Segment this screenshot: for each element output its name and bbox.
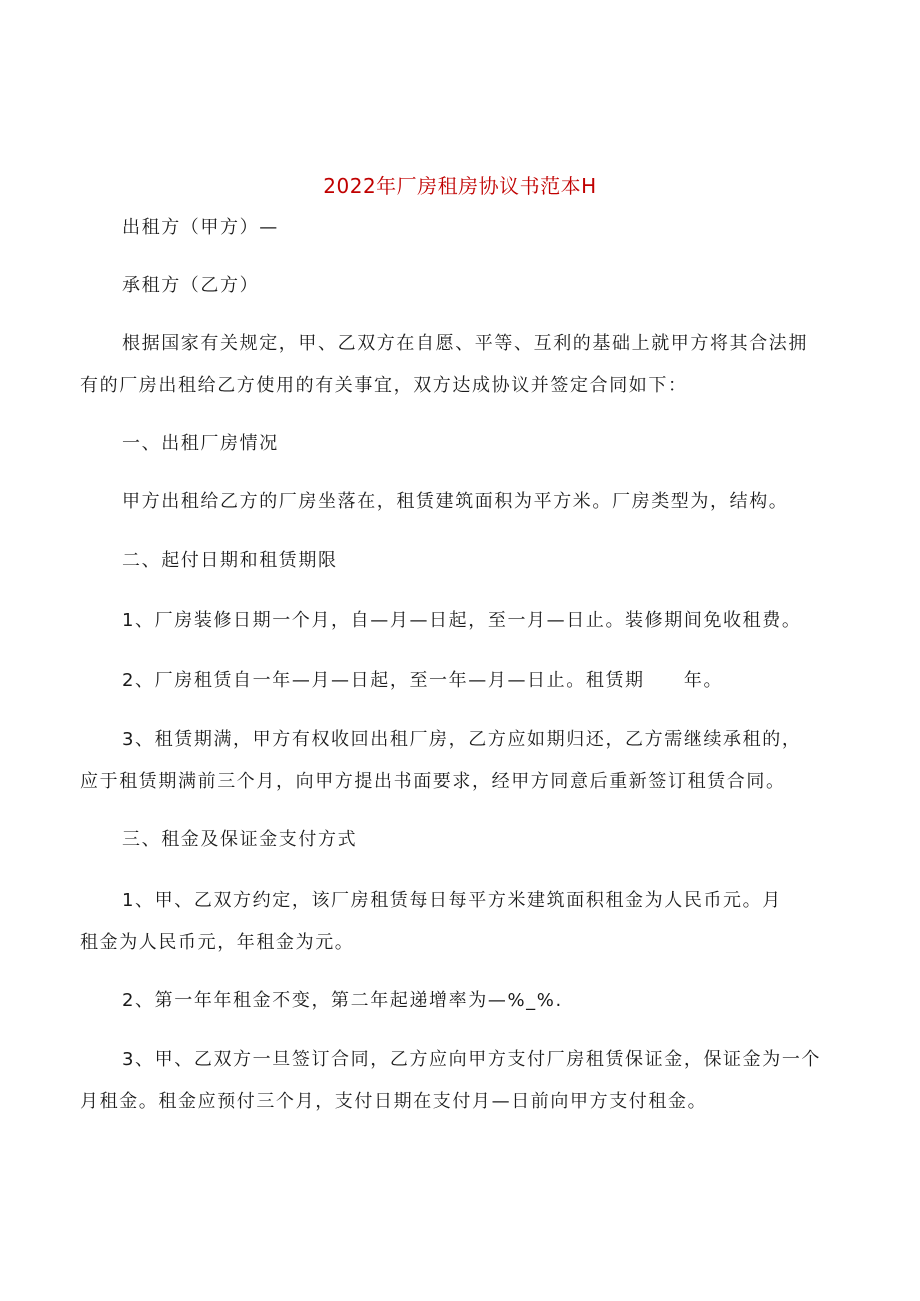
section2-item3 (80, 719, 840, 803)
section2-item1: 1、厂房装修日期一个月，自—月—日起，至一月—日止。装修期间免收租费。 (122, 610, 802, 631)
section3-heading: 三、租金及保证金支付方式 (122, 829, 358, 850)
intro-line-2: 有的厂房出租给乙方使用的有关事宜，双方达成协议并签定合同如下： (80, 375, 688, 396)
section1-text: 甲方出租给乙方的厂房坐落在，租赁建筑面积为平方米。厂房类型为，结构。 (122, 491, 789, 512)
section2-heading: 二、起付日期和租赁期限 (122, 550, 338, 571)
section1-heading: 一、出租厂房情况 (122, 433, 279, 454)
section3-item3 (80, 1039, 840, 1123)
section3-item2: 2、第一年年租金不变，第二年起递增率为—%_%. (122, 990, 563, 1011)
section3-item1 (80, 880, 840, 964)
section2-item3-line1: 3、租赁期满，甲方有权收回出租厂房，乙方应如期归还，乙方需继续承租的， (122, 729, 802, 750)
document-title: 2022年厂房租房协议书范本H (323, 174, 597, 198)
section2-item2: 2、厂房租赁自一年—月—日起，至一年—月—日止。租赁期 年。 (122, 670, 724, 691)
section3-item1-line1: 1、甲、乙双方约定，该厂房租赁每日每平方米建筑面积租金为人民币元。月 (122, 890, 782, 911)
intro-paragraph (80, 323, 840, 407)
section3-item1-line2: 租金为人民币元，年租金为元。 (80, 932, 355, 953)
lessee-line: 承租方（乙方） (122, 275, 260, 296)
section2-item3-line2: 应于租赁期满前三个月，向甲方提出书面要求，经甲方同意后重新签订租赁合同。 (80, 771, 786, 792)
section3-item3-line2: 月租金。租金应预付三个月，支付日期在支付月—日前向甲方支付租金。 (80, 1091, 708, 1112)
section3-item3-line1: 3、甲、乙双方一旦签订合同，乙方应向甲方支付厂房租赁保证金，保证金为一个 (122, 1049, 822, 1070)
intro-line-1: 根据国家有关规定，甲、乙双方在自愿、平等、互利的基础上就甲方将其合法拥 (122, 333, 808, 354)
lessor-line: 出租方（甲方）— (122, 217, 279, 238)
